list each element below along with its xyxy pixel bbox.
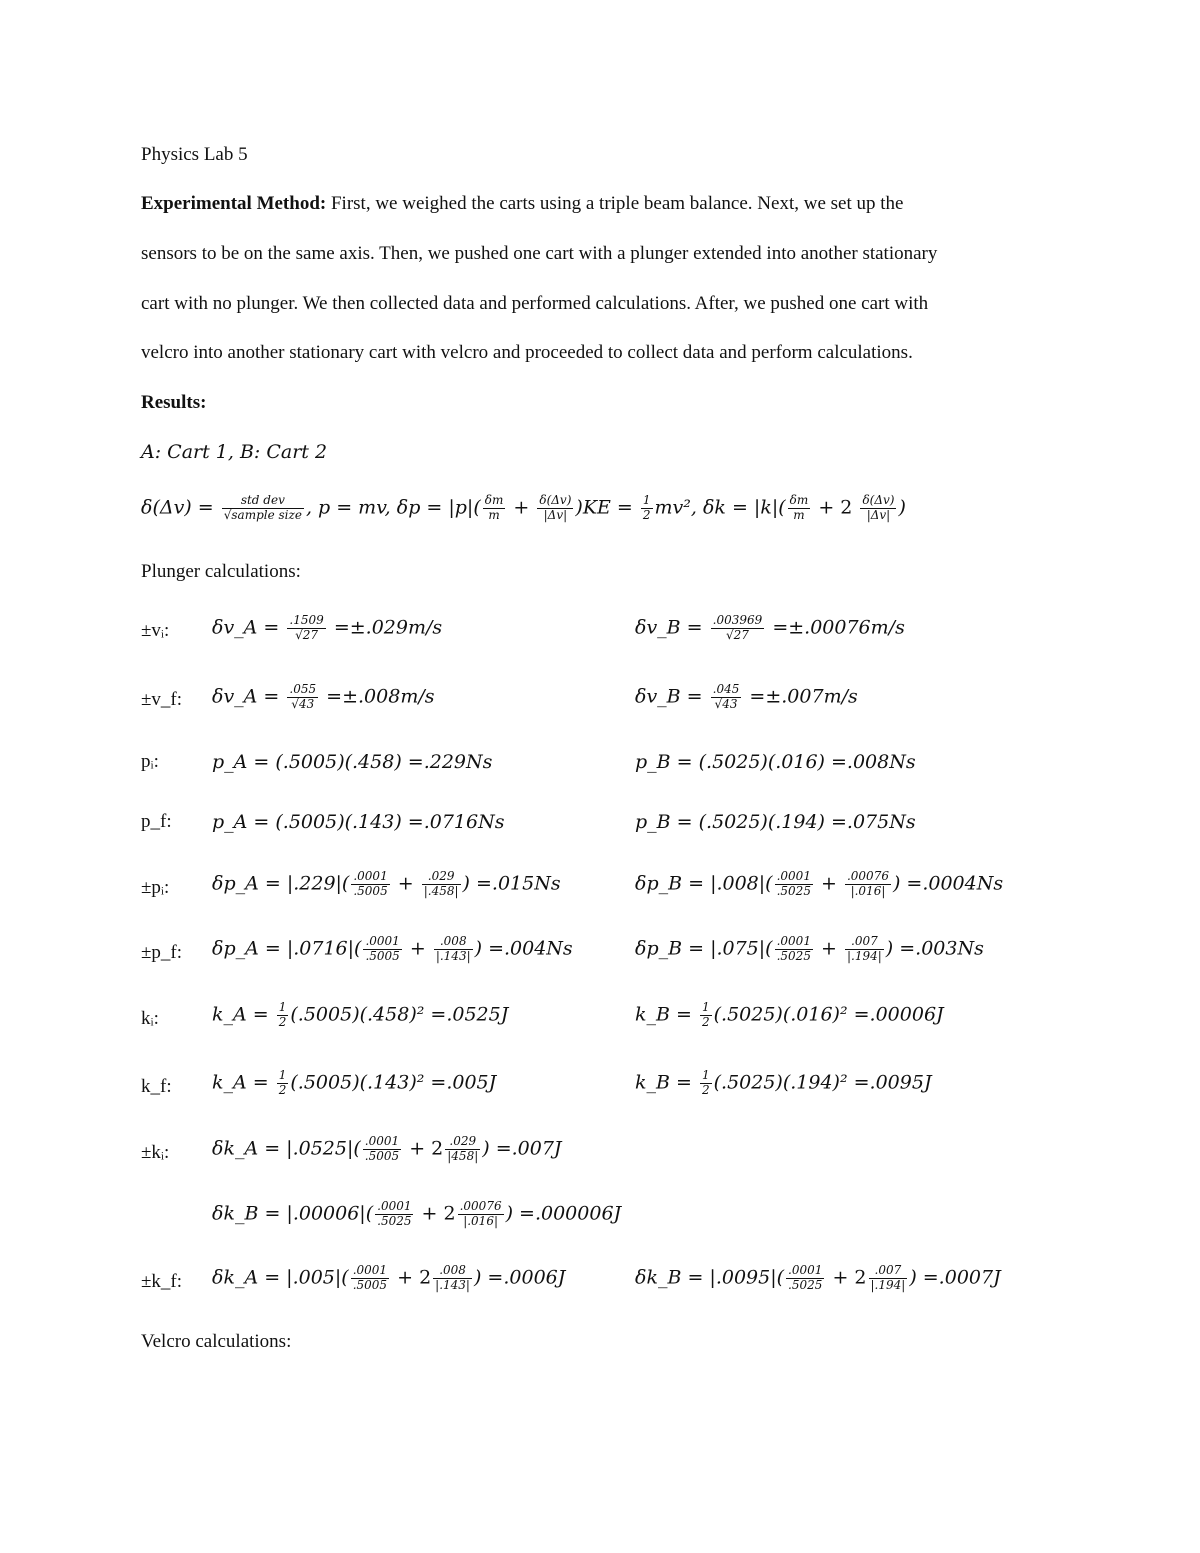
method-text-1: First, we weighed the carts using a triple beam balance. Next, we set up the — [330, 193, 904, 214]
dpi-a: δp_A = |.229|( $\frac{.0001}{.5005}$ + $\frac{.029}{|.458|}$ ) =.015Ns — [212, 869, 561, 898]
kf-b: k_B = $\frac{1}{2}$ (.5025)(.194)² =.0095J — [635, 1068, 932, 1097]
method-line-2: sensors to be on the same axis. Then, we pushed one cart with a plunger extended into another stationary — [141, 243, 938, 264]
row-label-dpf: ±p_f: — [141, 942, 183, 963]
dki-b: δk_B = |.00006|( $\frac{.0001}{.5025}$ + 2 $\frac{.00076}{|.016|}$ ) =.000006J — [212, 1199, 622, 1228]
row-label-kf: k_f: — [141, 1076, 172, 1097]
formula-dk: mv², δk = |k|( — [654, 496, 786, 519]
dv-fraction-2: $\frac{\delta(\Delta v)}{|\Delta v|}$ — [862, 493, 895, 522]
vf-a: δv_A = $\frac{.055}{√43}$ =±.008m/s — [212, 682, 435, 711]
dpf-a: δp_A = |.0716|( $\frac{.0001}{.5005}$ + $\frac{.008}{|.143|}$ ) =.004Ns — [212, 934, 573, 963]
cart-labels: A: Cart 1, B: Cart 2 — [141, 441, 328, 463]
kf-a: k_A = $\frac{1}{2}$ (.5005)(.143)² =.005J — [212, 1068, 497, 1097]
plunger-heading: Plunger calculations: — [141, 561, 301, 582]
pi-a: p_A = (.5005)(.458) =.229Ns — [212, 751, 493, 773]
row-label-pi: pᵢ: — [141, 751, 159, 772]
row-label-ki: kᵢ: — [141, 1008, 159, 1029]
ki-b: k_B = $\frac{1}{2}$ (.5025)(.016)² =.00006J — [635, 1000, 944, 1029]
pf-a: p_A = (.5005)(.143) =.0716Ns — [212, 811, 505, 833]
formula-ke: )KE = — [575, 496, 633, 519]
dv-fraction: $\frac{\delta(\Delta v)}{|\Delta v|}$ — [539, 493, 572, 522]
formula-momentum: , p = mv, δp = |p|( — [305, 496, 481, 519]
method-line-3: cart with no plunger. We then collected data and performed calculations. After, we pushed one cart with — [141, 293, 929, 314]
row-label-pf: p_f: — [141, 811, 172, 832]
dm-fraction: $\frac{\delta m}{m}$ — [484, 493, 504, 522]
method-line-1 — [141, 193, 903, 215]
method-line-4: velcro into another stationary cart with velcro and proceeded to collect data and perform calculations. — [141, 342, 913, 363]
results-heading: Results: — [141, 392, 207, 413]
half-fraction: $\frac{1}{2}$ — [642, 493, 651, 522]
vf-b: δv_B = $\frac{.045}{√43}$ =±.007m/s — [635, 682, 858, 711]
row-label-dki: ±kᵢ: — [141, 1142, 170, 1163]
row-label-vf: ±v_f: — [141, 689, 183, 710]
dkf-b: δk_B = |.0095|( $\frac{.0001}{.5025}$ + 2 $\frac{.007}{|.194|}$ ) =.0007J — [635, 1263, 1001, 1292]
formula-delta-v: δ(Δv) = — [141, 496, 214, 519]
doc-title: Physics Lab 5 — [141, 144, 248, 165]
row-label-vi: ±vᵢ: — [141, 620, 170, 641]
std-dev-fraction: $\frac{\text{std dev}}{\text{√sample size}}$ — [223, 493, 302, 522]
pi-b: p_B = (.5025)(.016) =.008Ns — [635, 751, 916, 773]
ki-a: k_A = $\frac{1}{2}$ (.5005)(.458)² =.0525J — [212, 1000, 509, 1029]
method-heading: Experimental Method: — [141, 193, 327, 214]
dm-fraction-2: $\frac{\delta m}{m}$ — [789, 493, 809, 522]
row-label-dpi: ±pᵢ: — [141, 877, 170, 898]
velcro-heading: Velcro calculations: — [141, 1331, 292, 1352]
vi-b: δv_B = $\frac{.003969}{√27}$ =±.00076m/s — [635, 613, 905, 642]
row-label-dkf: ±k_f: — [141, 1271, 183, 1292]
dpf-b: δp_B = |.075|( $\frac{.0001}{.5025}$ + $\frac{.007}{|.194|}$ ) =.003Ns — [635, 934, 984, 963]
pf-b: p_B = (.5025)(.194) =.075Ns — [635, 811, 916, 833]
vi-a: δv_A = $\frac{.1509}{√27}$ =±.029m/s — [212, 613, 443, 642]
formula-line: δ(Δv) = $\frac{\text{std dev}}{\text{√sample size}}$ , p = mv, δp = |p|( $\frac{\delta m}{m}$ + $\frac{\delta(\Delta v)}{|\Delta v|}$ )KE = $\frac{1}{2}$ mv², δk = |k|( $\frac{\delta m}{m}$ + 2 $\frac{\delta(\Delta v)}{|\Delta v|}$ ) — [141, 493, 906, 522]
dkf-a: δk_A = |.005|( $\frac{.0001}{.5005}$ + 2 $\frac{.008}{|.143|}$ ) =.0006J — [212, 1263, 566, 1292]
dpi-b: δp_B = |.008|( $\frac{.0001}{.5025}$ + $\frac{.00076}{|.016|}$ ) =.0004Ns — [635, 869, 1004, 898]
dki-a: δk_A = |.0525|( $\frac{.0001}{.5005}$ + 2 $\frac{.029}{|458|}$ ) =.007J — [212, 1134, 562, 1163]
